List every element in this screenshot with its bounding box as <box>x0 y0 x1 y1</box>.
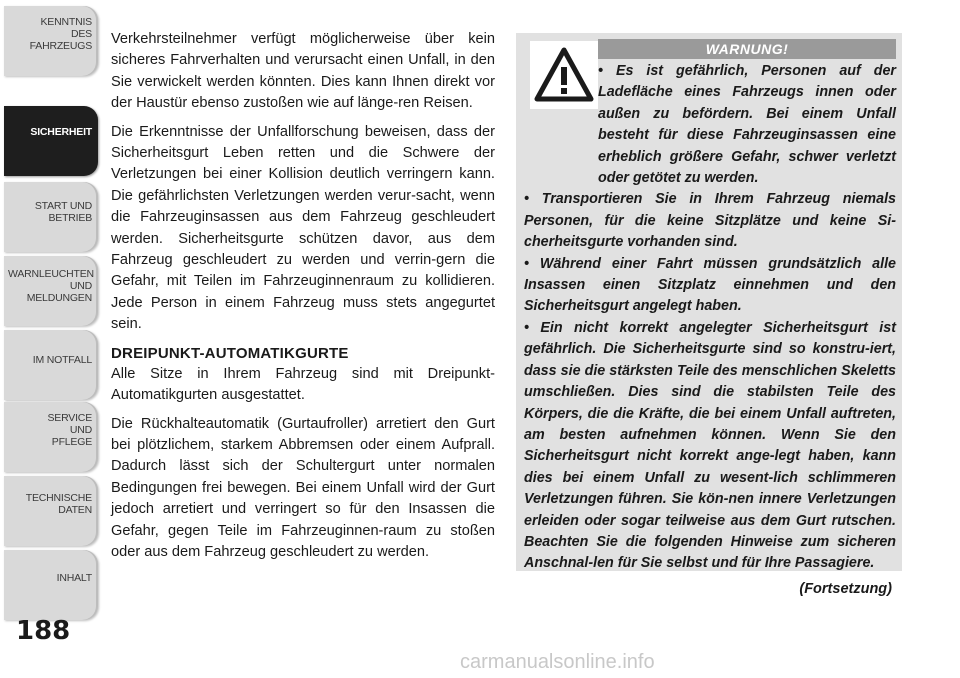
tab-label-line: IM NOTFALL <box>32 354 92 366</box>
warning-title: WARNUNG! <box>598 39 896 59</box>
tab-warnleuchten-und-meldungen[interactable] <box>4 256 98 326</box>
tab-label-line: PFLEGE <box>51 436 92 448</box>
tab-label-line: FAHRZEUGS <box>29 40 92 52</box>
body-paragraph: Verkehrsteilnehmer verfügt möglicherweise über kein sicheres Fahrverhalten und verursacht einen Unfall, in den Sie verwickelt werden könnten. Dies kann Ihnen direkt vor der Haustür ebenso zustoßen wie auf länge-ren Reisen. <box>111 31 495 112</box>
tab-label-line: UND <box>69 424 92 436</box>
tab-start-und-betrieb[interactable] <box>4 182 98 252</box>
tab-label-line: UND <box>69 280 92 292</box>
warning-triangle-icon <box>530 41 598 109</box>
tab-label-line: START UND <box>34 200 92 212</box>
warning-box <box>516 33 902 571</box>
tab-label-line: INHALT <box>56 572 92 584</box>
tab-service-und-pflege[interactable] <box>4 402 98 472</box>
section-heading: DREIPUNKT-AUTOMATIKGURTE <box>111 344 349 362</box>
tab-im-notfall[interactable] <box>4 330 98 400</box>
chapter-tab-sidebar <box>0 0 100 610</box>
warning-item: • Es ist gefährlich, Personen auf der Ladefläche eines Fahrzeugs innen oder außen zu befördern. Bei einem Unfall besteht für diese Fahrzeuginsassen eine erheblich größere Gefahr, schwer verletzt oder getötet zu werden. <box>598 63 896 187</box>
tab-label-line: SICHERHEIT <box>30 126 92 138</box>
left-text-column <box>111 29 495 570</box>
watermark: carmanualsonline.info <box>460 651 655 673</box>
tab-label-line: TECHNISCHE <box>25 492 92 504</box>
tab-label-line: BETRIEB <box>48 212 92 224</box>
body-paragraph: Alle Sitze in Ihrem Fahrzeug sind mit Dreipunkt-Automatikgurten ausgestattet. <box>111 365 495 404</box>
tab-label-line: MELDUNGEN <box>26 292 92 304</box>
warning-item: • Während einer Fahrt müssen grundsätzlich alle Insassen einen Sitzplatz einnehmen und den Sicherheitsgurt angelegt haben. <box>524 255 896 315</box>
warning-item: • Ein nicht korrekt angelegter Sicherheitsgurt ist gefährlich. Die Sicherheitsgurte sind so konstru-iert, dass sie die stärksten Teile des menschlichen Skeletts umschließen. Dies sind die stabilsten Teile des Körpers, die die Kräfte, die bei einem Unfall auftreten, am besten aufnehmen können. Wenn Sie den Sicherheitsgurt nicht korrekt ange-legt haben, kann dies bei einem Unfall zu wesent-lich schlimmeren Verletzungen führen. Sie kön-nen innere Verletzungen erleiden oder sogar teilweise aus dem Gurt rutschen. Beachten Sie die folgenden Hinweise zum sicheren Anschnal-len für Sie selbst und für Ihre Passagiere. <box>524 319 896 572</box>
tab-kenntnis-des-fahrzeugs[interactable] <box>4 6 98 76</box>
tab-label-line: KENNTNIS <box>40 16 92 28</box>
tab-label-line: DATEN <box>58 504 92 516</box>
tab-inhalt[interactable] <box>4 550 98 620</box>
body-paragraph: Die Rückhalteautomatik (Gurtaufroller) arretiert den Gurt bei plötzlichem, starkem Abbremsen oder einem Aufprall. Dadurch lässt sich der Schultergurt unter normalen Bedingungen frei bewegen. Bei einem Unfall wird der Gurt jedoch arretiert und verringert so für den Insassen die Gefahr, gegen Teile im Fahrzeuginnen-raum zu stoßen oder aus dem Fahrzeug geschleudert zu werden. <box>111 415 495 560</box>
tab-label-line: DES <box>71 28 92 40</box>
tab-sicherheit[interactable] <box>4 106 98 176</box>
warning-item: • Transportieren Sie in Ihrem Fahrzeug niemals Personen, für die keine Sitzplätze und keine Si-cherheitsgurte vorhanden sind. <box>524 191 896 251</box>
page-number: 188 <box>16 616 71 646</box>
tab-technische-daten[interactable] <box>4 476 98 546</box>
body-paragraph: Die Erkenntnisse der Unfallforschung beweisen, dass der Sicherheitsgurt Leben retten und die Schwere der Verletzungen bei einer Kollision deutlich verringern kann. Die gefährlichsten Verletzungen werden verur-sacht, wenn die Fahrzeuginsassen aus dem Fahrzeug geschleudert werden. Sicherheitsgurte schützen davor, aus dem Fahrzeug geschleudert zu werden und verrin-gern die Gefahr, mit Teilen im Fahrzeuginnenraum zu kollidieren. Jede Person in einem Fahrzeug muss stets angegurtet sein. <box>111 123 495 333</box>
tab-label-line: WARNLEUCHTEN <box>8 268 94 280</box>
warning-body <box>524 61 896 575</box>
tab-label-line: SERVICE <box>47 412 92 424</box>
continuation-note: (Fortsetzung) <box>799 581 892 597</box>
